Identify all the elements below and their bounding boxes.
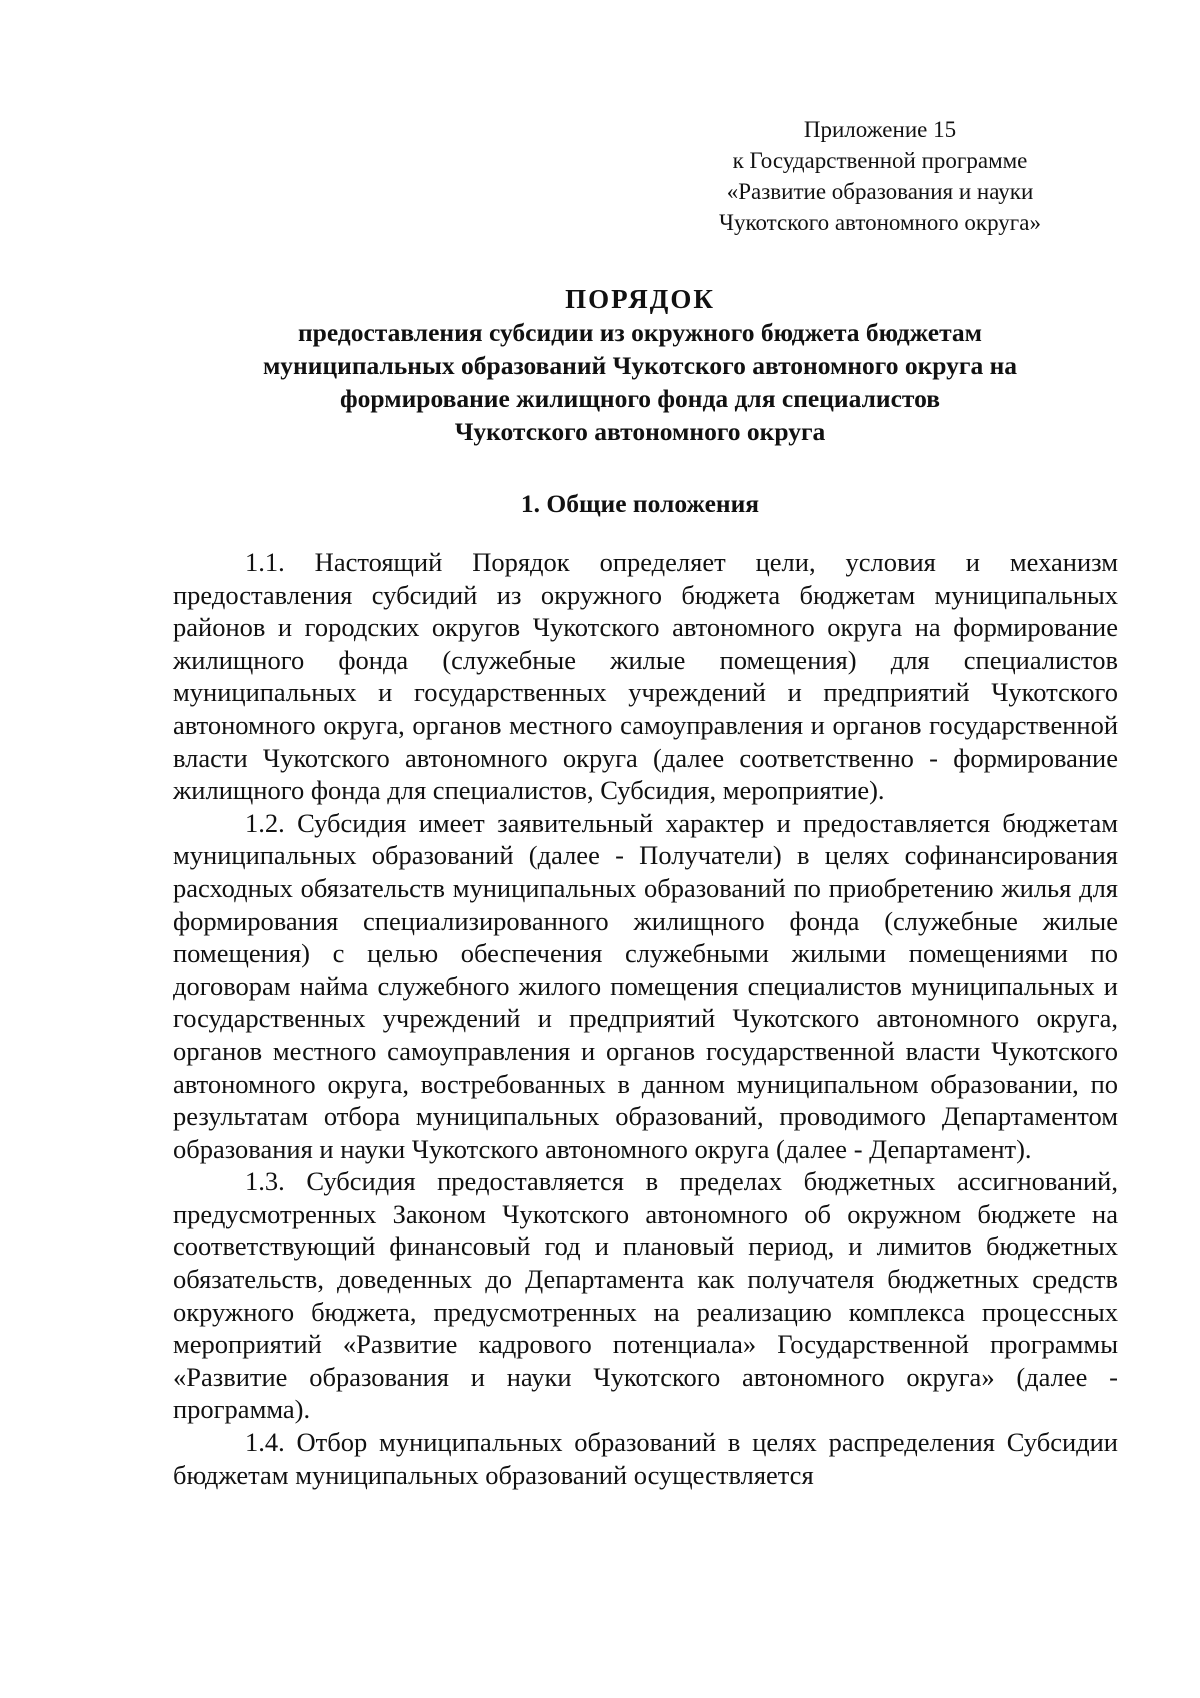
title-line-3: формирование жилищного фонда для специалистов — [340, 384, 940, 413]
appendix-line-2: к Государственной программе — [732, 148, 1028, 173]
document-title — [170, 283, 1110, 448]
paragraph-1-1: 1.1. Настоящий Порядок определяет цели, условия и механизм предоставления субсидий из окружного бюджета бюджетам муниципальных районов и городских округов Чукотского автономного округа на формирование жилищного фонда (служебные жилые помещения) для специалистов муниципальных и государственных учреждений и предприятий Чукотского автономного округа, органов местного самоуправления и органов государственной власти Чукотского автономного округа (далее соответственно - формирование жилищного фонда для специалистов, Субсидия, мероприятие). — [173, 547, 1118, 806]
appendix-line-4: Чукотского автономного округа» — [719, 210, 1041, 235]
section-heading: 1. Общие положения — [520, 489, 760, 518]
title-line-1: предоставления субсидии из окружного бюджета бюджетам — [297, 318, 983, 347]
title-main: ПОРЯДОК — [565, 284, 715, 314]
appendix-reference — [690, 114, 1070, 238]
paragraph-1-3: 1.3. Субсидия предоставляется в пределах бюджетных ассигнований, предусмотренных Законом Чукотского автономного об окружном бюджете на соответствующий финансовый год и плановый период, и лимитов бюджетных обязательств, доведенных до Департамента как получателя бюджетных средств окружного бюджета, предусмотренных на реализацию комплекса процессных мероприятий «Развитие кадрового потенциала» Государственной программы «Развитие образования и науки Чукотского автономного округа» (далее - программа). — [173, 1166, 1118, 1425]
paragraph-1-4: 1.4. Отбор муниципальных образований в целях распределения Субсидии бюджетам муниципальных образований осуществляется — [173, 1427, 1118, 1490]
section-body — [173, 546, 1118, 1491]
title-line-4: Чукотского автономного округа — [454, 417, 826, 446]
appendix-line-3: «Развитие образования и науки — [726, 179, 1034, 204]
appendix-line-1: Приложение 15 — [803, 117, 957, 142]
title-line-2: муниципальных образований Чукотского автономного округа на — [262, 351, 1018, 380]
paragraph-1-2: 1.2. Субсидия имеет заявительный характер и предоставляется бюджетам муниципальных образований (далее - Получатели) в целях софинансирования расходных обязательств муниципальных образований по приобретению жилья для формирования специализированного жилищного фонда (служебные жилые помещения) с целью обеспечения служебными жилыми помещениями по договорам найма служебного жилого помещения специалистов муниципальных и государственных учреждений и предприятий Чукотского автономного округа, органов местного самоуправления и органов государственной власти Чукотского автономного округа, востребованных в данном муниципальном образовании, по результатам отбора муниципальных образований, проводимого Департаментом образования и науки Чукотского автономного округа (далее - Департамент). — [173, 807, 1118, 1164]
